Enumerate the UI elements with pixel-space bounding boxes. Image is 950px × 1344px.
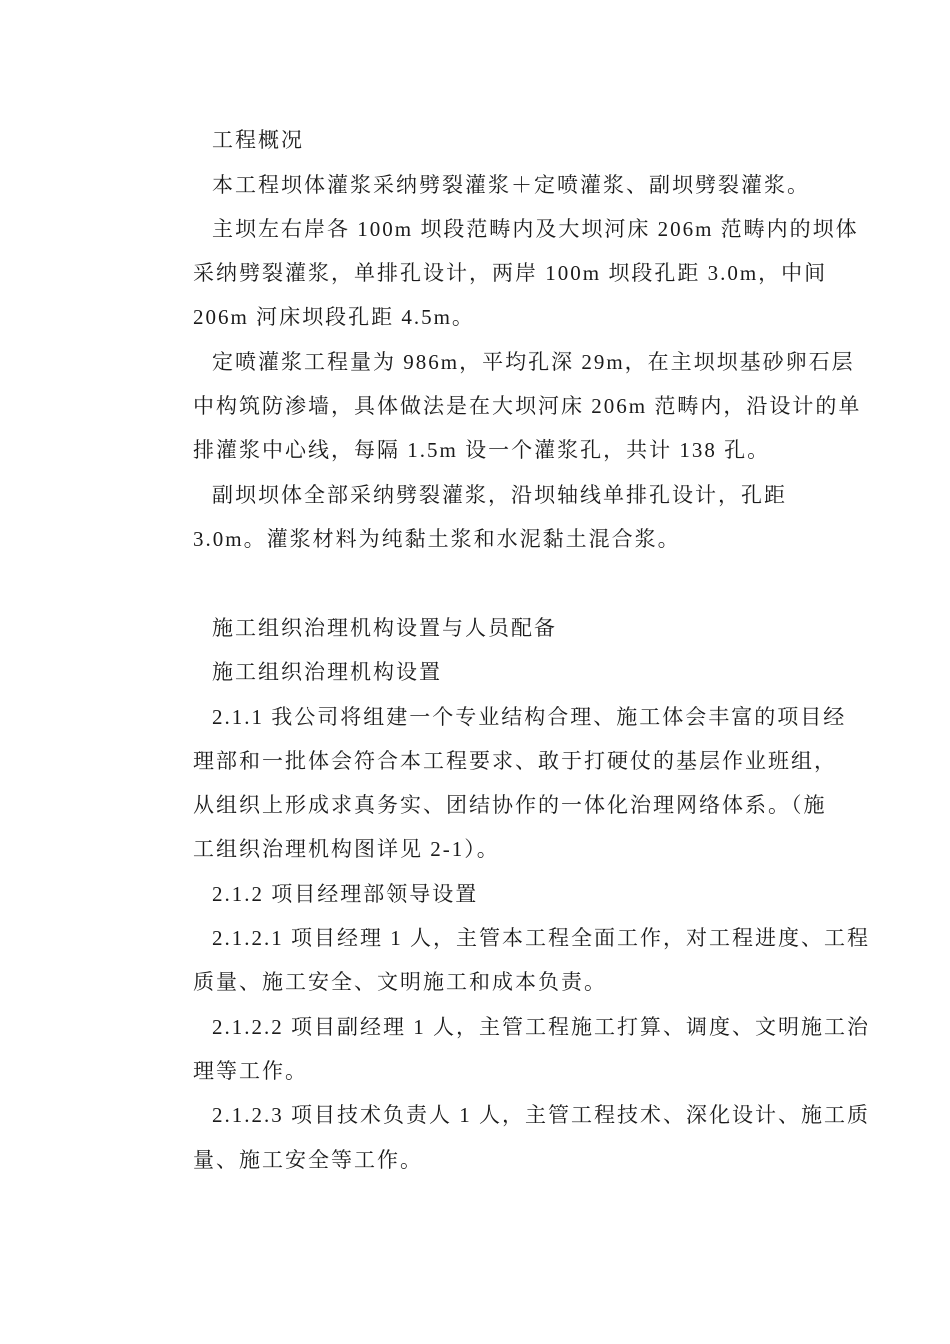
subsection-heading: 施工组织治理机构设置 bbox=[212, 660, 442, 684]
paragraph-line: 定喷灌浆工程量为 986m，平均孔深 29m，在主坝坝基砂卵石层 bbox=[212, 350, 855, 374]
paragraph-line: 2.1.2.2 项目副经理 1 人，主管工程施工打算、调度、文明施工治 bbox=[212, 1015, 870, 1039]
paragraph-line: 量、施工安全等工作。 bbox=[193, 1148, 423, 1172]
paragraph-line: 副坝坝体全部采纳劈裂灌浆，沿坝轴线单排孔设计，孔距 bbox=[212, 483, 787, 507]
paragraph-line: 206m 河床坝段孔距 4.5m。 bbox=[193, 305, 475, 329]
paragraph-line: 主坝左右岸各 100m 坝段范畴内及大坝河床 206m 范畴内的坝体 bbox=[212, 217, 859, 241]
paragraph-line: 质量、施工安全、文明施工和成本负责。 bbox=[193, 970, 607, 994]
paragraph-line: 2.1.2.1 项目经理 1 人，主管本工程全面工作，对工程进度、工程 bbox=[212, 926, 870, 950]
paragraph-line: 排灌浆中心线，每隔 1.5m 设一个灌浆孔，共计 138 孔。 bbox=[193, 438, 771, 462]
paragraph-line: 3.0m。灌浆材料为纯黏土浆和水泥黏土混合浆。 bbox=[193, 527, 681, 551]
paragraph-line: 理等工作。 bbox=[193, 1059, 308, 1083]
paragraph-line: 中构筑防渗墙，具体做法是在大坝河床 206m 范畴内，沿设计的单 bbox=[193, 394, 862, 418]
section-heading-overview: 工程概况 bbox=[212, 128, 304, 152]
paragraph-line: 本工程坝体灌浆采纳劈裂灌浆＋定喷灌浆、副坝劈裂灌浆。 bbox=[212, 173, 810, 197]
subsection-heading: 2.1.2 项目经理部领导设置 bbox=[212, 882, 479, 906]
paragraph-line: 理部和一批体会符合本工程要求、敢于打硬仗的基层作业班组， bbox=[193, 749, 837, 773]
paragraph-line: 从组织上形成求真务实、团结协作的一体化治理网络体系。（施 bbox=[193, 793, 827, 817]
paragraph-line: 工组织治理机构图详见 2-1）。 bbox=[193, 837, 500, 861]
section-heading-organization: 施工组织治理机构设置与人员配备 bbox=[212, 616, 557, 640]
paragraph-line: 采纳劈裂灌浆，单排孔设计，两岸 100m 坝段孔距 3.0m，中间 bbox=[193, 261, 828, 285]
paragraph-line: 2.1.1 我公司将组建一个专业结构合理、施工体会丰富的项目经 bbox=[212, 705, 847, 729]
paragraph-line: 2.1.2.3 项目技术负责人 1 人，主管工程技术、深化设计、施工质 bbox=[212, 1103, 870, 1127]
